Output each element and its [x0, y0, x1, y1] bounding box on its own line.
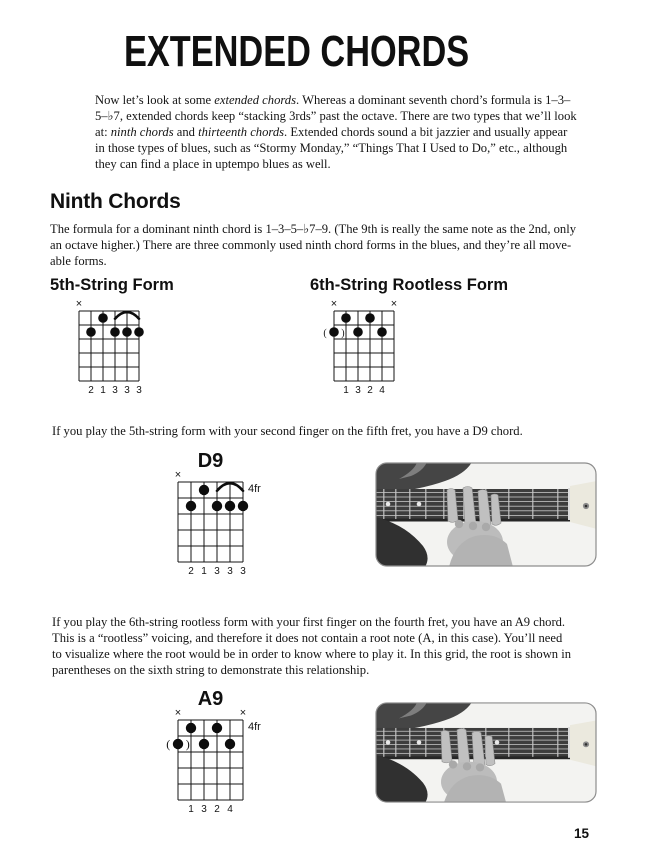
knuckle	[476, 763, 484, 771]
knuckle	[469, 522, 477, 530]
paren-right: )	[341, 328, 345, 339]
muted-string-x: ×	[174, 707, 182, 719]
muted-string-x: ×	[330, 298, 338, 310]
text-line: they can find a place in uptempo blues as well.	[95, 157, 331, 171]
muted-string-x: ×	[239, 707, 247, 719]
tuner-hole	[585, 743, 588, 746]
photo-scene	[375, 702, 597, 803]
finger-number: 3	[227, 566, 233, 577]
fret-wire	[425, 728, 427, 757]
finger-dot	[134, 327, 144, 337]
text-line: an octave higher.) There are three commonly used ninth chord forms in the blues, and they’re all move-	[50, 238, 572, 252]
section-heading-ninth-chords: Ninth Chords	[50, 190, 181, 213]
guitar-photo-a9	[375, 702, 597, 803]
text-line: If you play the 5th-string form with your second finger on the fifth fret, you have a D9 chord.	[52, 424, 523, 438]
fret-wire	[409, 728, 411, 757]
finger-dot	[353, 327, 363, 337]
knuckle	[482, 523, 490, 531]
fret-wire	[532, 489, 534, 519]
finger-dot	[212, 501, 222, 511]
text-line: If you play the 6th-string rootless form with your first finger on the fourth fret, you have an A9 chord.	[52, 615, 566, 629]
finger-dot	[225, 739, 235, 749]
text-line: 5–♭7, extended chords keep “stacking 3rds” past the octave. There are two types that we’ll look	[95, 109, 577, 123]
guitar-string	[375, 749, 570, 750]
neck-shadow	[375, 756, 570, 759]
finger-number: 2	[367, 385, 373, 396]
inlay-dot	[386, 740, 391, 744]
finger-dot	[110, 327, 120, 337]
intro-paragraph	[95, 92, 577, 172]
finger-dot	[199, 485, 209, 495]
guitar-string	[375, 753, 570, 754]
text-line: to visualize where the root would be in order to know where to play it. In this grid, the root is shown in	[52, 647, 572, 661]
fret-wire	[557, 489, 559, 519]
inlay-dot	[417, 740, 422, 744]
inlay-dot	[495, 740, 500, 744]
root-dot-parenthesized	[173, 739, 183, 749]
text-line: in those types of blues, such as “Stormy Monday,” “Things That I Used to Do,” etc., although	[95, 141, 568, 155]
photo-scene	[375, 462, 597, 567]
finger-dot	[365, 313, 375, 323]
text-line: at: ninth chords and thirteenth chords. Extended chords sound a bit jazzier and usually appear	[95, 125, 568, 139]
finger-number: 3	[240, 566, 246, 577]
finger-dot	[186, 501, 196, 511]
finger-number: 4	[227, 804, 233, 815]
text-line: able forms.	[50, 254, 107, 268]
finger-number: 1	[201, 566, 207, 577]
chord-diagram-a9	[162, 706, 273, 820]
finger-number: 3	[112, 385, 118, 396]
finger-dot	[98, 313, 108, 323]
fret-wire	[395, 728, 397, 757]
muted-string-x: ×	[75, 298, 83, 310]
finger-number: 2	[188, 566, 194, 577]
fret-grid	[178, 482, 243, 562]
finger-number: 3	[136, 385, 142, 396]
knuckle	[455, 520, 463, 528]
fret-wire	[395, 489, 397, 519]
fret-wire	[383, 489, 385, 519]
finger-dot	[225, 501, 235, 511]
tuner-hole	[585, 505, 588, 508]
finger-number: 3	[124, 385, 130, 396]
muted-string-x: ×	[390, 298, 398, 310]
fret-position-label: 4fr	[248, 483, 261, 495]
finger-number: 4	[379, 385, 385, 396]
a9-paragraph	[52, 614, 571, 678]
muted-string-x: ×	[174, 469, 182, 481]
knuckle	[463, 762, 471, 770]
finger-dot	[212, 723, 222, 733]
chord-diagram-6th-string-rootless-form	[318, 297, 424, 401]
heading-5th-string-form: 5th-String Form	[50, 276, 174, 294]
fret-wire	[409, 489, 411, 519]
chord-diagram-5th-string-form	[63, 297, 169, 401]
paren-left: (	[166, 737, 171, 751]
text-line: The formula for a dominant ninth chord is 1–3–5–♭7–9. (The 9th is really the same note as the 2nd, only	[50, 222, 577, 236]
ninth-chords-paragraph	[50, 221, 576, 269]
d9-chord-name: D9	[197, 450, 224, 472]
finger-number: 3	[201, 804, 207, 815]
guitar-photo-d9	[375, 462, 597, 567]
finger-number: 2	[88, 385, 94, 396]
fret-wire	[508, 489, 510, 519]
finger-dot	[199, 739, 209, 749]
inlay-dot	[417, 502, 422, 507]
finger-dot	[86, 327, 96, 337]
finger-number: 3	[214, 566, 220, 577]
root-dot-parenthesized	[329, 327, 339, 337]
finger-dot	[377, 327, 387, 337]
finger-dot	[341, 313, 351, 323]
finger-dot	[122, 327, 132, 337]
knuckle	[449, 760, 457, 768]
page-number: 15	[574, 826, 590, 841]
fret-wire	[557, 728, 559, 757]
a9-chord-name: A9	[197, 688, 224, 710]
finger-number: 1	[188, 804, 194, 815]
finger-dot	[238, 501, 248, 511]
paren-left: (	[323, 328, 327, 339]
fret-wire	[383, 728, 385, 757]
finger-number: 1	[100, 385, 106, 396]
finger-number: 3	[355, 385, 361, 396]
text-line: Now let’s look at some extended chords. Whereas a dominant seventh chord’s formula is 1–3–	[95, 93, 571, 107]
paren-right: )	[185, 737, 190, 751]
guitar-string	[375, 731, 570, 732]
text-line: This is a “rootless” voicing, and therefore it does not contain a root note (A, in this case). You’ll need	[52, 631, 563, 645]
fret-wire	[508, 728, 510, 757]
finger-number: 1	[343, 385, 349, 396]
chord-diagram-d9	[162, 468, 273, 582]
fret-wire	[425, 489, 427, 519]
page-title: EXTENDED CHORDS	[124, 27, 470, 76]
text-line: parentheses on the sixth string to demonstrate this relationship.	[52, 663, 370, 677]
fret-wire	[443, 489, 445, 519]
inlay-dot	[386, 502, 391, 507]
heading-6th-string-rootless-form: 6th-String Rootless Form	[310, 276, 509, 294]
d9-paragraph	[52, 423, 523, 439]
finger-dot	[186, 723, 196, 733]
fret-grid	[79, 311, 139, 381]
finger-number: 2	[214, 804, 220, 815]
fret-wire	[532, 728, 534, 757]
fret-position-label: 4fr	[248, 721, 261, 733]
